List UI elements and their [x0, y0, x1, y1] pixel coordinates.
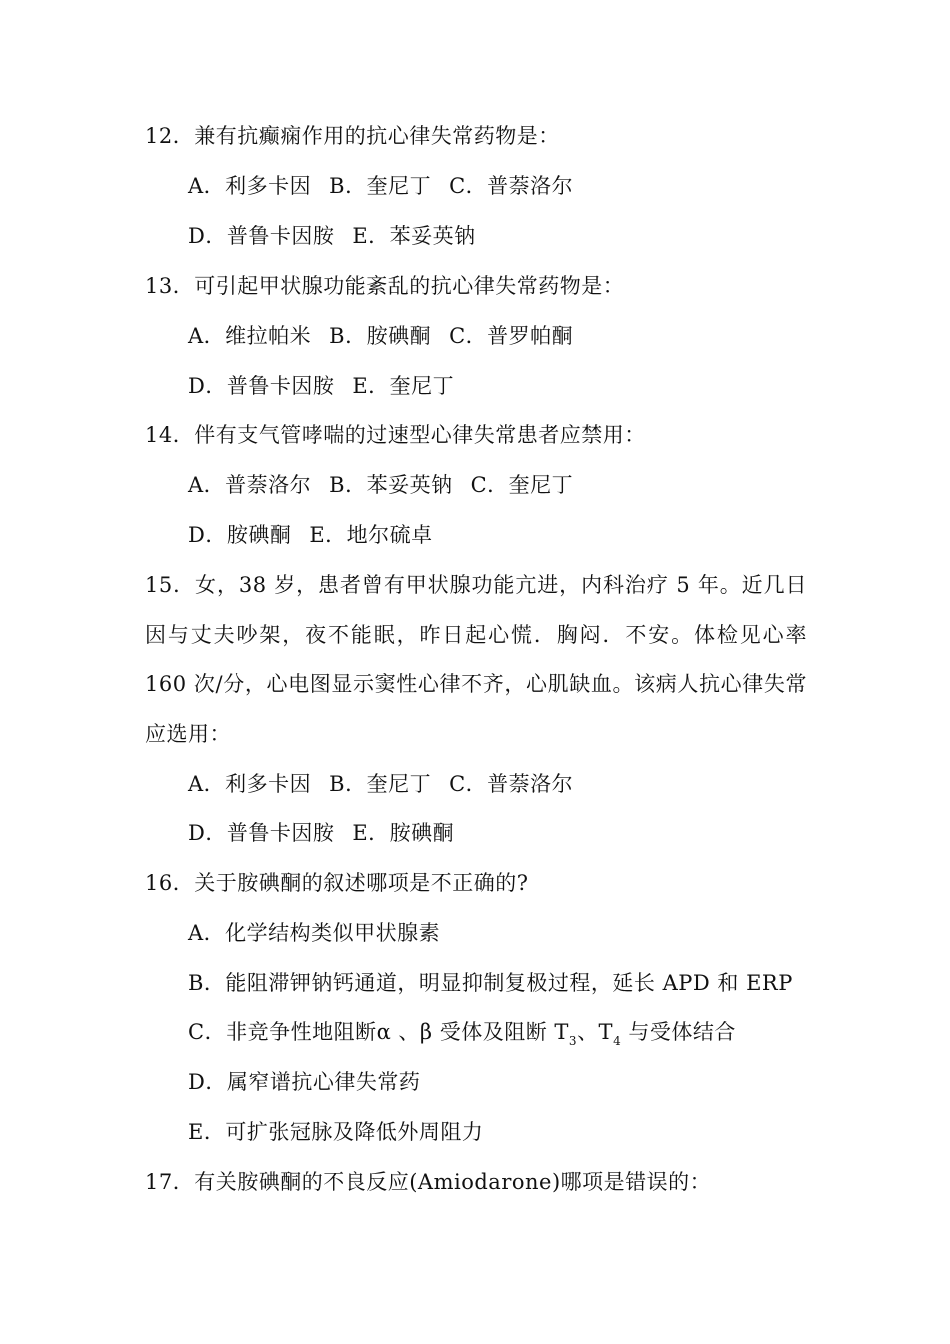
question-12-options-row-2	[188, 221, 476, 251]
question-16-option-a: A．化学结构类似甲状腺素	[188, 921, 441, 945]
question-14-options-row-2	[188, 520, 433, 550]
option-e: E．胺碘酮	[352, 821, 455, 845]
question-16-stem: 16．关于胺碘酮的叙述哪项是不正确的?	[145, 871, 529, 895]
subscript-3: 3	[568, 1034, 578, 1048]
option-c-text-start: C．非竞争性地阻断α 、β 受体及阻断 T	[188, 1020, 569, 1044]
question-15-options-row-1	[188, 769, 573, 799]
subscript-4: 4	[613, 1034, 622, 1048]
option-a: A．利多卡因	[188, 772, 312, 796]
question-13-options-row-1	[188, 321, 573, 351]
option-a: A．维拉帕米	[188, 324, 312, 348]
question-15-stem-line-2: 因与丈夫吵架，夜不能眠，昨日起心慌．胸闷．不安。体检见心率	[145, 623, 807, 647]
question-16-option-d: D．属窄谱抗心律失常药	[188, 1070, 421, 1094]
option-c: C．奎尼丁	[470, 473, 574, 497]
question-14-options-row-1	[188, 470, 573, 500]
option-a: A．普萘洛尔	[188, 473, 312, 497]
option-b: B．胺碘酮	[329, 324, 432, 348]
option-a: A．利多卡因	[188, 174, 312, 198]
question-15-stem-line-3: 160 次/分，心电图显示窦性心律不齐，心肌缺血。该病人抗心律失常	[145, 672, 807, 696]
option-b: B．苯妥英钠	[329, 473, 453, 497]
option-d: D．普鲁卡因胺	[188, 821, 335, 845]
question-13-options-row-2	[188, 371, 454, 401]
option-c-text-end: 与受体结合	[621, 1020, 736, 1044]
option-c: C．普罗帕酮	[449, 324, 574, 348]
question-16-option-b: B．能阻滞钾钠钙通道，明显抑制复极过程，延长 APD 和 ERP	[188, 971, 793, 995]
option-b: B．奎尼丁	[329, 174, 432, 198]
question-15-stem-line-4: 应选用：	[145, 722, 231, 746]
option-b: B．奎尼丁	[329, 772, 432, 796]
option-c-text-middle: 、T	[577, 1020, 614, 1044]
option-d: D．胺碘酮	[188, 523, 292, 547]
question-15-stem-line-1: 15．女，38 岁，患者曾有甲状腺功能亢进，内科治疗 5 年。近几日	[145, 573, 807, 597]
option-e: E．地尔硫卓	[309, 523, 433, 547]
option-e: E．苯妥英钠	[352, 224, 476, 248]
option-d: D．普鲁卡因胺	[188, 224, 335, 248]
question-12-options-row-1	[188, 171, 573, 201]
question-14-stem: 14．伴有支气管哮喘的过速型心律失常患者应禁用：	[145, 423, 646, 447]
question-16-option-e: E．可扩张冠脉及降低外周阻力	[188, 1120, 484, 1144]
question-17-stem: 17．有关胺碘酮的不良反应(Amiodarone)哪项是错误的：	[145, 1170, 712, 1194]
option-e: E．奎尼丁	[352, 374, 455, 398]
question-16-option-c	[188, 1017, 736, 1047]
option-d: D．普鲁卡因胺	[188, 374, 335, 398]
question-12-stem: 12．兼有抗癫痫作用的抗心律失常药物是：	[145, 124, 560, 148]
question-15-options-row-2	[188, 818, 454, 848]
option-c: C．普萘洛尔	[449, 174, 574, 198]
option-c: C．普萘洛尔	[449, 772, 574, 796]
question-13-stem: 13．可引起甲状腺功能紊乱的抗心律失常药物是：	[145, 274, 625, 298]
